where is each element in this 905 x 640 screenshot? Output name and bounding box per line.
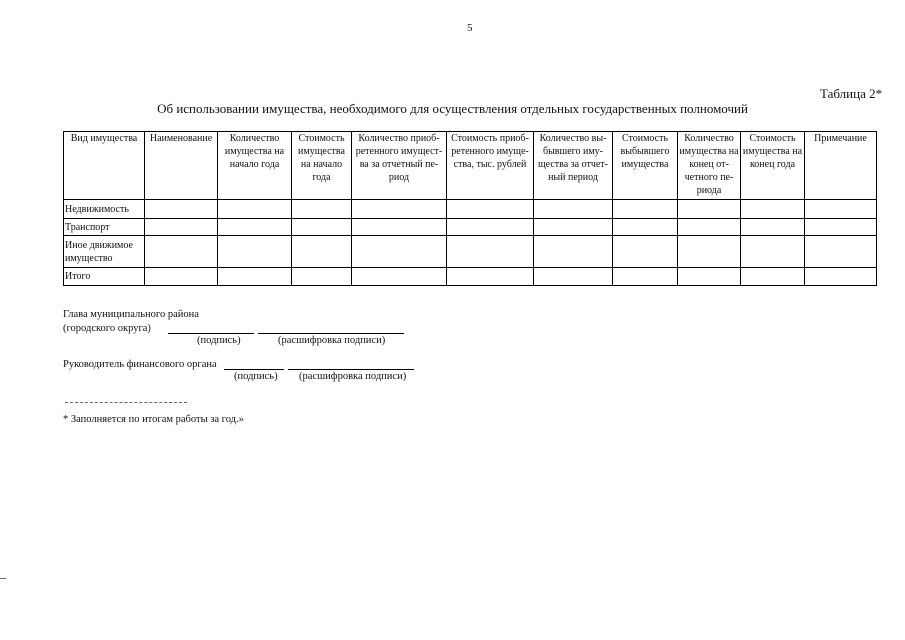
table-cell[interactable] bbox=[292, 219, 352, 236]
table-cell[interactable] bbox=[145, 219, 218, 236]
table-cell[interactable] bbox=[145, 236, 218, 268]
col-header-qty-disposed: Количество вы-бывшего иму-щества за отчет-ный период bbox=[534, 132, 613, 200]
finance-signature-label: Руководитель финансового органа bbox=[63, 359, 217, 370]
table-cell[interactable] bbox=[805, 268, 877, 286]
table-row bbox=[64, 268, 877, 286]
table-row bbox=[64, 200, 877, 219]
table-cell[interactable] bbox=[678, 200, 741, 219]
col-header-note: Примечание bbox=[805, 132, 877, 200]
document-title: Об использовании имущества, необходимого для осуществления отдельных государственных полномочий bbox=[157, 101, 748, 116]
table-header-row bbox=[64, 132, 877, 200]
table-cell[interactable] bbox=[218, 200, 292, 219]
finance-decode-line[interactable] bbox=[288, 369, 414, 370]
table-cell[interactable] bbox=[218, 219, 292, 236]
property-usage-table bbox=[63, 131, 877, 286]
row-label-other-movable: Иное движимое имущество bbox=[64, 236, 145, 268]
finance-caption-decode: (расшифровка подписи) bbox=[299, 371, 407, 382]
row-label-total: Итого bbox=[64, 268, 145, 286]
finance-signature-line[interactable] bbox=[224, 369, 284, 370]
table-cell[interactable] bbox=[352, 200, 447, 219]
finance-caption-signature: (подпись) bbox=[234, 371, 278, 382]
table-cell[interactable] bbox=[534, 236, 613, 268]
col-header-property-type: Вид имущества bbox=[64, 132, 145, 200]
table-cell[interactable] bbox=[352, 236, 447, 268]
table-cell[interactable] bbox=[447, 219, 534, 236]
head-decode-line[interactable] bbox=[258, 333, 404, 334]
table-cell[interactable] bbox=[534, 200, 613, 219]
table-cell[interactable] bbox=[145, 200, 218, 219]
footnote-separator bbox=[65, 402, 187, 403]
col-header-qty-acquired: Количество приоб-ретенного имущест-ва за отчетный пе-риод bbox=[352, 132, 447, 200]
table-cell[interactable] bbox=[352, 268, 447, 286]
table-row bbox=[64, 236, 877, 268]
col-header-qty-start: Количество имущества на начало года bbox=[218, 132, 292, 200]
table-cell[interactable] bbox=[741, 268, 805, 286]
col-header-cost-disposed: Стоимость выбывшего имущества bbox=[613, 132, 678, 200]
table-cell[interactable] bbox=[613, 236, 678, 268]
row-label-transport: Транспорт bbox=[64, 219, 145, 236]
col-header-cost-start: Стоимость имущества на начало года bbox=[292, 132, 352, 200]
head-signature-line[interactable] bbox=[168, 333, 254, 334]
table-label: Таблица 2* bbox=[820, 86, 883, 101]
table-cell[interactable] bbox=[741, 219, 805, 236]
page-number: 5 bbox=[467, 22, 473, 34]
table-cell[interactable] bbox=[613, 200, 678, 219]
head-signature-label-line1: Глава муниципального района bbox=[63, 309, 199, 320]
table-cell[interactable] bbox=[805, 236, 877, 268]
table-cell[interactable] bbox=[292, 268, 352, 286]
table-cell[interactable] bbox=[447, 268, 534, 286]
table-cell[interactable] bbox=[534, 268, 613, 286]
col-header-cost-end: Стоимость имущества на конец года bbox=[741, 132, 805, 200]
table-cell[interactable] bbox=[678, 268, 741, 286]
col-header-name: Наименование bbox=[145, 132, 218, 200]
table-cell[interactable] bbox=[805, 219, 877, 236]
table-cell[interactable] bbox=[218, 236, 292, 268]
table-cell[interactable] bbox=[741, 236, 805, 268]
table-cell[interactable] bbox=[218, 268, 292, 286]
table-cell[interactable] bbox=[145, 268, 218, 286]
row-label-real-estate: Недвижимость bbox=[64, 200, 145, 219]
table-cell[interactable] bbox=[292, 236, 352, 268]
col-header-cost-acquired: Стоимость приоб-ретенного имуще-ства, тыс. рублей bbox=[447, 132, 534, 200]
table-cell[interactable] bbox=[447, 200, 534, 219]
table-cell[interactable] bbox=[292, 200, 352, 219]
table-cell[interactable] bbox=[678, 236, 741, 268]
table-cell[interactable] bbox=[447, 236, 534, 268]
table-cell[interactable] bbox=[613, 268, 678, 286]
margin-mark bbox=[0, 578, 6, 579]
head-caption-decode: (расшифровка подписи) bbox=[278, 335, 386, 346]
table-cell[interactable] bbox=[741, 200, 805, 219]
table-cell[interactable] bbox=[678, 219, 741, 236]
table-cell[interactable] bbox=[534, 219, 613, 236]
table-cell[interactable] bbox=[805, 200, 877, 219]
table-row bbox=[64, 219, 877, 236]
footnote-text: * Заполняется по итогам работы за год.» bbox=[63, 414, 244, 425]
head-caption-signature: (подпись) bbox=[197, 335, 241, 346]
table-cell[interactable] bbox=[613, 219, 678, 236]
col-header-qty-end: Количество имущества на конец от-четного пе-риода bbox=[678, 132, 741, 200]
table-cell[interactable] bbox=[352, 219, 447, 236]
head-signature-label-line2: (городского округа) bbox=[63, 323, 151, 334]
